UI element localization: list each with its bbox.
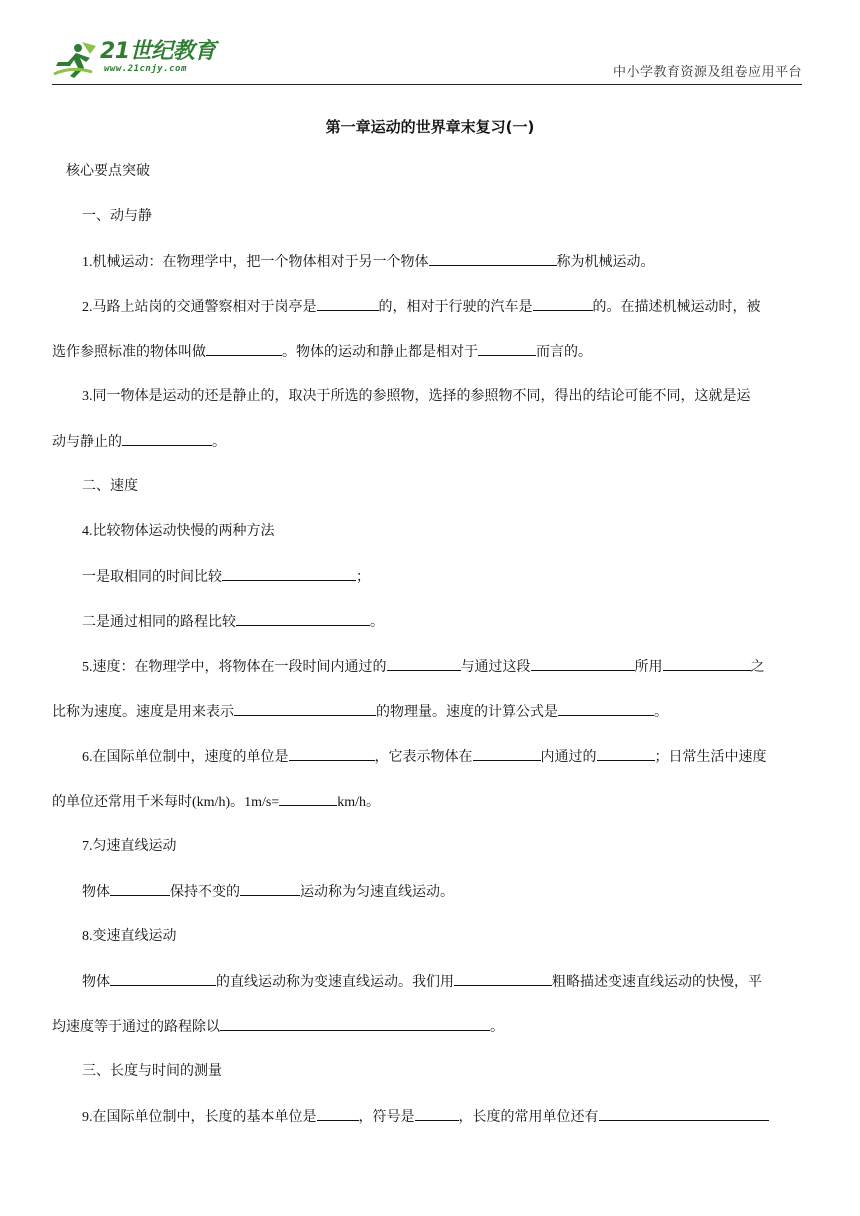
answer-blank[interactable] — [279, 791, 337, 806]
answer-blank[interactable] — [429, 251, 557, 266]
page-header — [52, 38, 802, 85]
question-9: 9.在国际单位制中，长度的基本单位是 ，符号是 ，长度的常用单位还有 — [82, 1106, 769, 1128]
question-8-body: 物体 的直线运动称为变速直线运动。我们用 粗略描述变速直线运动的快慢，平 — [82, 971, 762, 992]
answer-blank[interactable] — [220, 1016, 490, 1031]
answer-blank[interactable] — [234, 701, 376, 716]
question-4-line-2: 二是通过相同的路程比较 。 — [82, 611, 384, 632]
question-8-cont: 均速度等于通过的路程除以 。 — [52, 1016, 504, 1037]
section-heading: 一、动与静 — [82, 208, 152, 224]
section-heading: 三、长度与时间的测量 — [82, 1063, 222, 1079]
site-logo — [52, 40, 216, 80]
answer-blank[interactable] — [222, 566, 356, 581]
runner-logo-icon — [52, 40, 98, 80]
answer-blank[interactable] — [663, 656, 751, 671]
answer-blank[interactable] — [289, 746, 375, 761]
question-3: 3.同一物体是运动的还是静止的，取决于所选的参照物，选择的参照物不同，得出的结论可能不同，这就是运 — [82, 388, 751, 404]
logo-title: 21世纪教育 — [100, 39, 216, 64]
logo-url: www.21cnjy.com — [104, 64, 187, 74]
answer-blank[interactable] — [533, 296, 593, 311]
answer-blank[interactable] — [454, 971, 552, 986]
answer-blank[interactable] — [531, 656, 635, 671]
question-7-body: 物体 保持不变的 运动称为匀速直线运动。 — [82, 881, 454, 902]
question-3-cont: 动与静止的 。 — [52, 431, 226, 452]
answer-blank[interactable] — [478, 341, 536, 356]
answer-blank[interactable] — [317, 296, 379, 311]
answer-blank[interactable] — [236, 611, 370, 626]
answer-blank[interactable] — [387, 656, 461, 671]
question-6: 6.在国际单位制中，速度的单位是 ，它表示物体在 内通过的 ；日常生活中速度 — [82, 746, 767, 768]
question-4-line-1: 一是取相同的时间比较 ； — [82, 566, 370, 587]
question-5-cont: 比称为速度。速度是用来表示 的物理量。速度的计算公式是 。 — [52, 701, 668, 722]
question-1: 1.机械运动：在物理学中，把一个物体相对于另一个物体 称为机械运动。 — [82, 251, 655, 273]
question-7: 7.匀速直线运动 — [82, 838, 177, 854]
platform-name: 中小学教育资源及组卷应用平台 — [612, 65, 802, 80]
question-5: 5.速度：在物理学中，将物体在一段时间内通过的 与通过这段 所用 之 — [82, 656, 765, 678]
question-4: 4.比较物体运动快慢的两种方法 — [82, 523, 275, 539]
answer-blank[interactable] — [597, 746, 655, 761]
answer-blank[interactable] — [206, 341, 282, 356]
question-2-cont: 选作参照标准的物体叫做 。物体的运动和静止都是相对于 而言的。 — [52, 341, 592, 362]
answer-blank[interactable] — [599, 1106, 769, 1121]
document-title: 第一章运动的世界章末复习(一) — [325, 118, 535, 136]
section-heading: 核心要点突破 — [66, 163, 150, 179]
answer-blank[interactable] — [110, 971, 216, 986]
answer-blank[interactable] — [415, 1106, 459, 1121]
question-8: 8.变速直线运动 — [82, 928, 177, 944]
question-6-cont: 的单位还常用千米每时(km/h)。1m/s= km/h。 — [52, 791, 380, 813]
section-heading: 二、速度 — [82, 478, 138, 494]
answer-blank[interactable] — [317, 1106, 359, 1121]
answer-blank[interactable] — [122, 431, 212, 446]
answer-blank[interactable] — [558, 701, 654, 716]
answer-blank[interactable] — [110, 881, 170, 896]
answer-blank[interactable] — [240, 881, 300, 896]
answer-blank[interactable] — [473, 746, 541, 761]
question-2: 2.马路上站岗的交通警察相对于岗亭是 的，相对于行驶的汽车是 的。在描述机械运动时，被 — [82, 296, 761, 318]
